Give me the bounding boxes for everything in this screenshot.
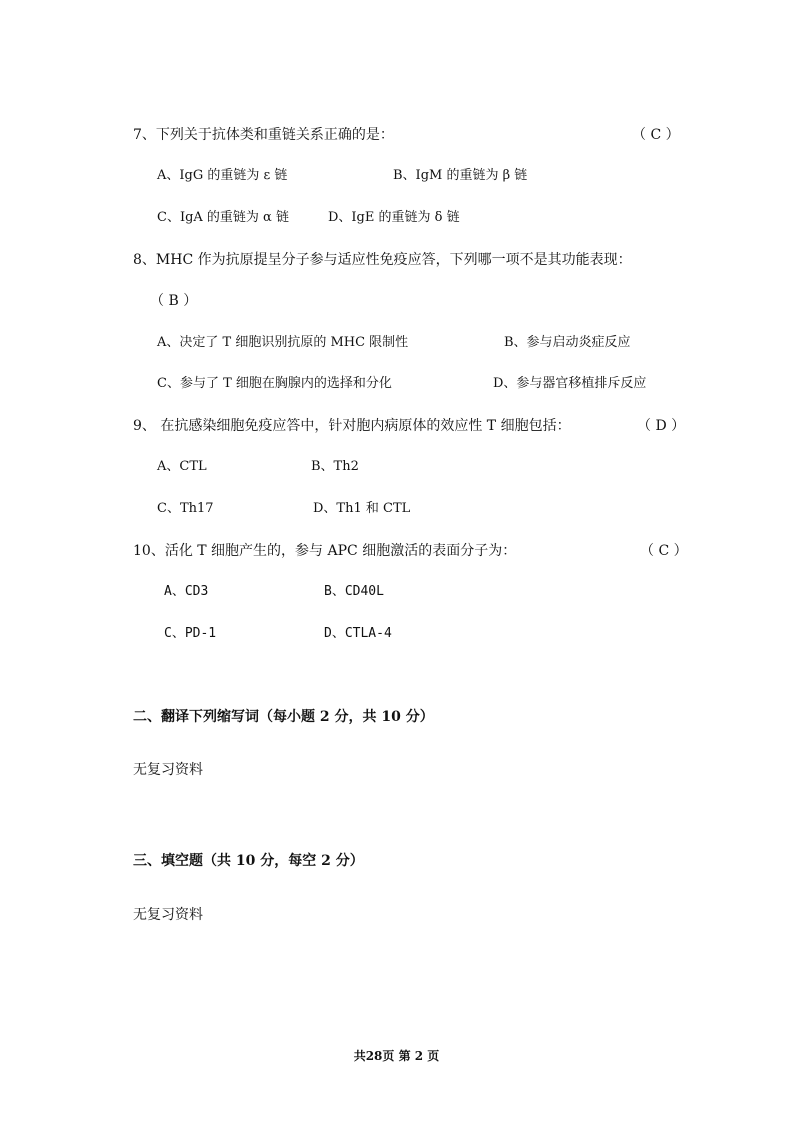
question-7-option-b: B、IgM 的重链为 β 链 bbox=[393, 168, 528, 183]
question-8-option-d: D、参与器官移植排斥反应 bbox=[493, 376, 647, 391]
question-9-option-d: D、Th1 和 CTL bbox=[313, 501, 411, 516]
section-translate-title: 二、翻译下列缩写词（每小题 2 分，共 10 分） bbox=[133, 709, 434, 725]
section-fill-blank-title: 三、填空题（共 10 分，每空 2 分） bbox=[133, 853, 364, 869]
question-9-stem: 9、 在抗感染细胞免疫应答中，针对胞内病原体的效应性 T 细胞包括： bbox=[133, 418, 571, 434]
page-footer: 共28页 第 2 页 bbox=[353, 1049, 440, 1063]
question-9-option-a: A、CTL bbox=[157, 459, 207, 474]
section-fill-blank-body: 无复习资料 bbox=[133, 907, 203, 923]
question-7-stem: 7、下列关于抗体类和重链关系正确的是： bbox=[133, 127, 394, 143]
question-8-answer: （ B ） bbox=[150, 293, 198, 309]
question-10-option-d: D、CTLA-4 bbox=[324, 626, 392, 641]
question-8-option-c: C、参与了 T 细胞在胸腺内的选择和分化 bbox=[157, 376, 392, 391]
question-8-option-b: B、参与启动炎症反应 bbox=[504, 335, 631, 350]
question-8-stem: 8、MHC 作为抗原提呈分子参与适应性免疫应答，下列哪一项不是其功能表现： bbox=[133, 252, 632, 268]
question-8-option-a: A、决定了 T 细胞识别抗原的 MHC 限制性 bbox=[157, 335, 409, 350]
section-translate-body: 无复习资料 bbox=[133, 762, 203, 778]
question-7-option-a: A、IgG 的重链为 ε 链 bbox=[157, 168, 288, 183]
question-10-answer: （ C ） bbox=[640, 543, 688, 559]
question-9-answer: （ D ） bbox=[637, 418, 686, 434]
question-7-option-d: D、IgE 的重链为 δ 链 bbox=[328, 210, 460, 225]
question-10-option-a: A、CD3 bbox=[164, 584, 209, 599]
question-9-option-b: B、Th2 bbox=[311, 459, 359, 474]
question-10-option-c: C、PD-1 bbox=[164, 626, 217, 641]
question-9-option-c: C、Th17 bbox=[157, 501, 214, 516]
question-7-answer: （ C ） bbox=[632, 127, 680, 143]
question-10-stem: 10、活化 T 细胞产生的，参与 APC 细胞激活的表面分子为： bbox=[133, 543, 517, 559]
question-7-option-c: C、IgA 的重链为 α 链 bbox=[157, 210, 289, 225]
question-10-option-b: B、CD40L bbox=[324, 584, 384, 599]
